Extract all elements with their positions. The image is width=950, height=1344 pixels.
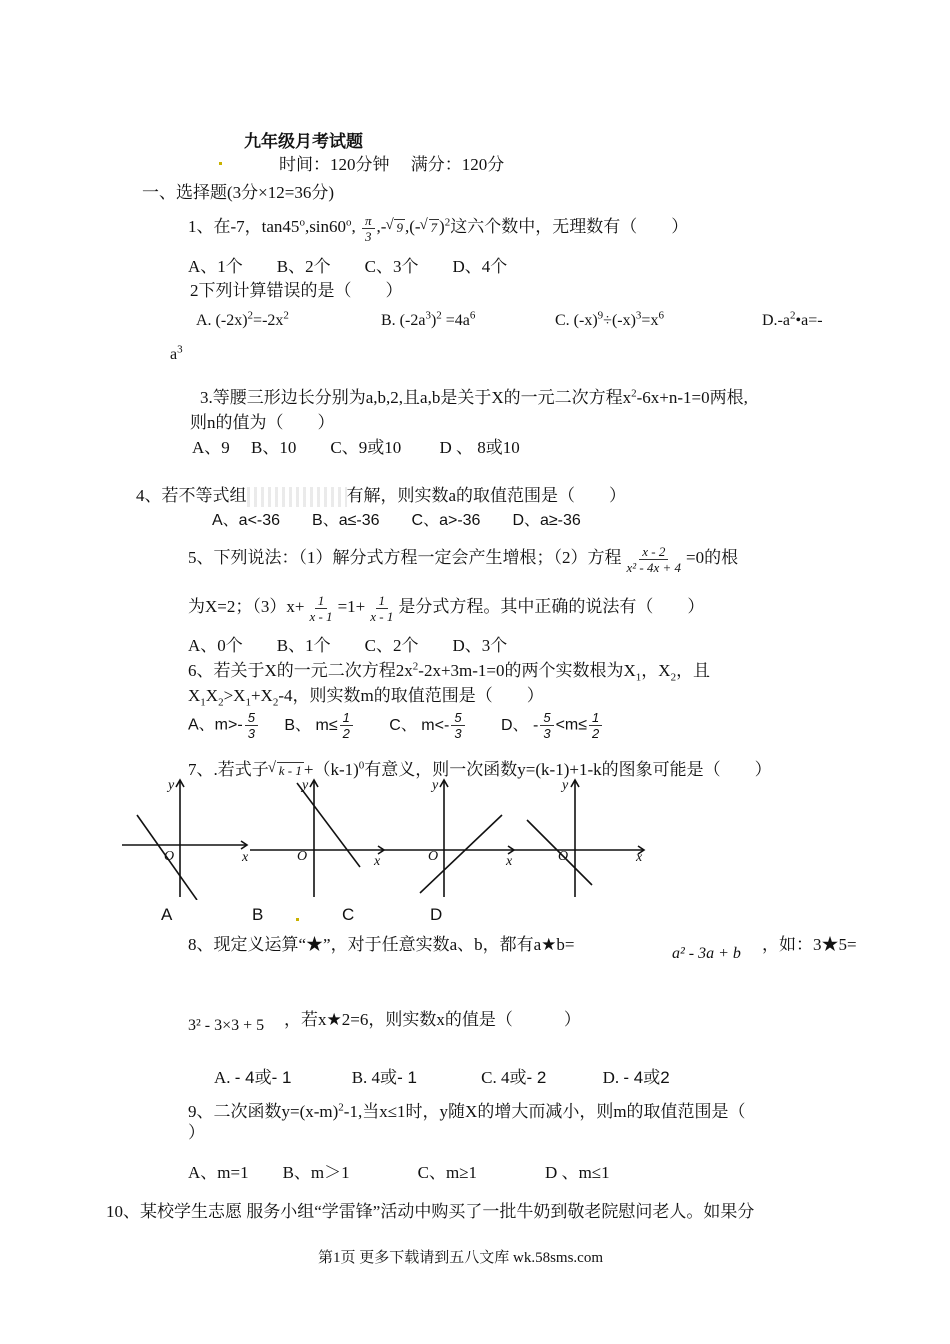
question-6-options: A、m>- $\frac{5}{3}$ B、 m≤ $\frac{1}{2}$ C、 m<- $\frac{5}{3}$ D、 - $\frac{5}{3}$ <m≤ $\frac{1}{2}$	[188, 710, 604, 741]
sqrt-9: √ 9	[394, 219, 405, 236]
question-6-line2: $X_1X_2>X_1+X_2-4$，则实数m的取值范围是（ ）	[188, 686, 544, 709]
stray-mark	[219, 162, 222, 165]
question-8: 8、现定义运算“★”，对于任意实数a、b，都有a★b=	[188, 935, 575, 954]
y-axis-label: y	[562, 778, 569, 793]
question-9: 9、二次函数$y=(x-m)^2-1$,当x≤1时，y随X的增大而减小，则m的取值范围是（	[188, 1101, 746, 1121]
origin-label: O	[428, 849, 439, 864]
x-axis-label: x	[506, 854, 513, 869]
question-3: 3.等腰三形边长分别为a,b,2,且a,b是关于X的一元二次方程$x^2-6x+n-1=0$两根,	[200, 387, 748, 407]
question-10: 10、某校学生志愿 服务小组“学雷锋”活动中购买了一批牛奶到敬老院慰问老人。如果分	[106, 1202, 755, 1221]
question-5: 5、下列说法：（1）解分式方程一定会产生增根；（2）方程 $\frac{x - 2}{\text{x² - 4x + 4}}$ =0的根	[188, 543, 739, 575]
origin-label: O	[558, 849, 569, 864]
page-title: 九年级月考试题	[244, 132, 363, 151]
question-9-options: A、m=1 B、m＞1 C、m≥1 D 、m≤1	[188, 1163, 610, 1182]
question-5-options: A、0个 B、1个 C、2个 D、3个	[188, 636, 508, 655]
graph-label-d: D	[430, 905, 443, 924]
stray-mark	[296, 918, 299, 921]
question-2: 2下列计算错误的是（ ）	[190, 281, 403, 300]
question-2-option-a: A. $(-2x)^2=-2x^2$	[196, 309, 289, 329]
origin-label: O	[297, 849, 308, 864]
question-7: 7、.若式子√ k - 1 +（k-1)$^0$有意义，则一次函数y=(k-1)+1-k的图象可能是（ ）	[188, 755, 772, 780]
x-axis-label: x	[636, 850, 643, 865]
inequality-system-image	[247, 487, 347, 507]
fraction-q5: $\frac{x - 2}{\text{x² - 4x + 4}}$	[626, 543, 682, 575]
origin-label: O	[164, 849, 175, 864]
graph-c	[384, 778, 514, 897]
graph-label-b: B	[252, 905, 264, 924]
question-2-option-c: C. $(-x)^9\div(-x)^3=x^6$	[555, 309, 664, 329]
question-3-options: A、9 B、10 C、9或10 D 、 8或10	[192, 438, 520, 457]
question-4-options: A、a<-36 B、a≤-36 C、a>-36 D、a≥-36	[212, 512, 581, 529]
x-axis-label: x	[242, 850, 249, 865]
y-axis-label: y	[168, 778, 175, 793]
graph-label-c: C	[342, 905, 355, 924]
x-axis-label: x	[374, 854, 381, 869]
question-1: 1、在-7，tan45$^o$,sin60$^o$, $\frac{\pi}{3}$ ,-√ 9 ,(-√ 7 )$^2$这六个数中，无理数有（ ）	[188, 212, 688, 244]
graph-label-a: A	[161, 905, 173, 924]
question-8-line2: ，若x★2=6，则实数x的值是（ ）	[284, 1010, 581, 1029]
question-2-option-b: B. $(-2a^3)^2 =4a^6$	[381, 309, 476, 329]
page-footer: 第1页 更多下载请到五八文库 wk.58sms.com	[318, 1250, 604, 1266]
y-axis-label: y	[302, 778, 309, 793]
question-8-example: 3² - 3×3 + 5	[188, 1017, 265, 1034]
question-2-option-d-wrap: $a^3$	[170, 343, 183, 363]
graph-a	[122, 778, 249, 900]
question-4: 4、若不等式组 有解，则实数a的取值范围是（ ）	[136, 481, 626, 507]
y-axis-label: y	[432, 778, 439, 793]
question-8-options: A. - 4或- 1 B. 4或- 1 C. 4或- 2 D. - 4或2	[214, 1068, 670, 1087]
question-8-formula: a² - 3a + b	[672, 945, 741, 962]
sqrt-7: √ 7	[429, 219, 440, 236]
question-3-line2: 则n的值为（ ）	[190, 413, 335, 432]
fraction-pi-3: $\frac{\pi}{3}$	[362, 213, 375, 244]
graph-options	[122, 775, 652, 900]
question-5-line2: 为X=2；（3）x+ $\frac{1}{x - 1}$ =1+ $\frac{1}{x - 1}$ 是分式方程。其中正确的说法有（ ）	[188, 592, 705, 624]
exam-subtitle: 时间：120分钟 满分：120分	[279, 155, 505, 174]
graph-d	[514, 778, 644, 897]
sqrt-k-minus-1: √ k - 1	[277, 762, 304, 779]
question-8-example-intro: ，如：3★5=	[762, 935, 857, 954]
question-1-options: A、1个 B、2个 C、3个 D、4个	[188, 257, 508, 276]
question-9-line2: ）	[188, 1123, 205, 1142]
section-heading: 一、选择题(3分×12=36分)	[142, 183, 334, 202]
question-6: 6、若关于X的一元二次方程$2x^2-2x+3m-1=0$的两个实数根为$X_1$，$X_2$，且	[188, 660, 711, 684]
question-2-option-d: $D.-a^2•a=-$	[762, 309, 823, 329]
graph-b	[250, 778, 384, 897]
